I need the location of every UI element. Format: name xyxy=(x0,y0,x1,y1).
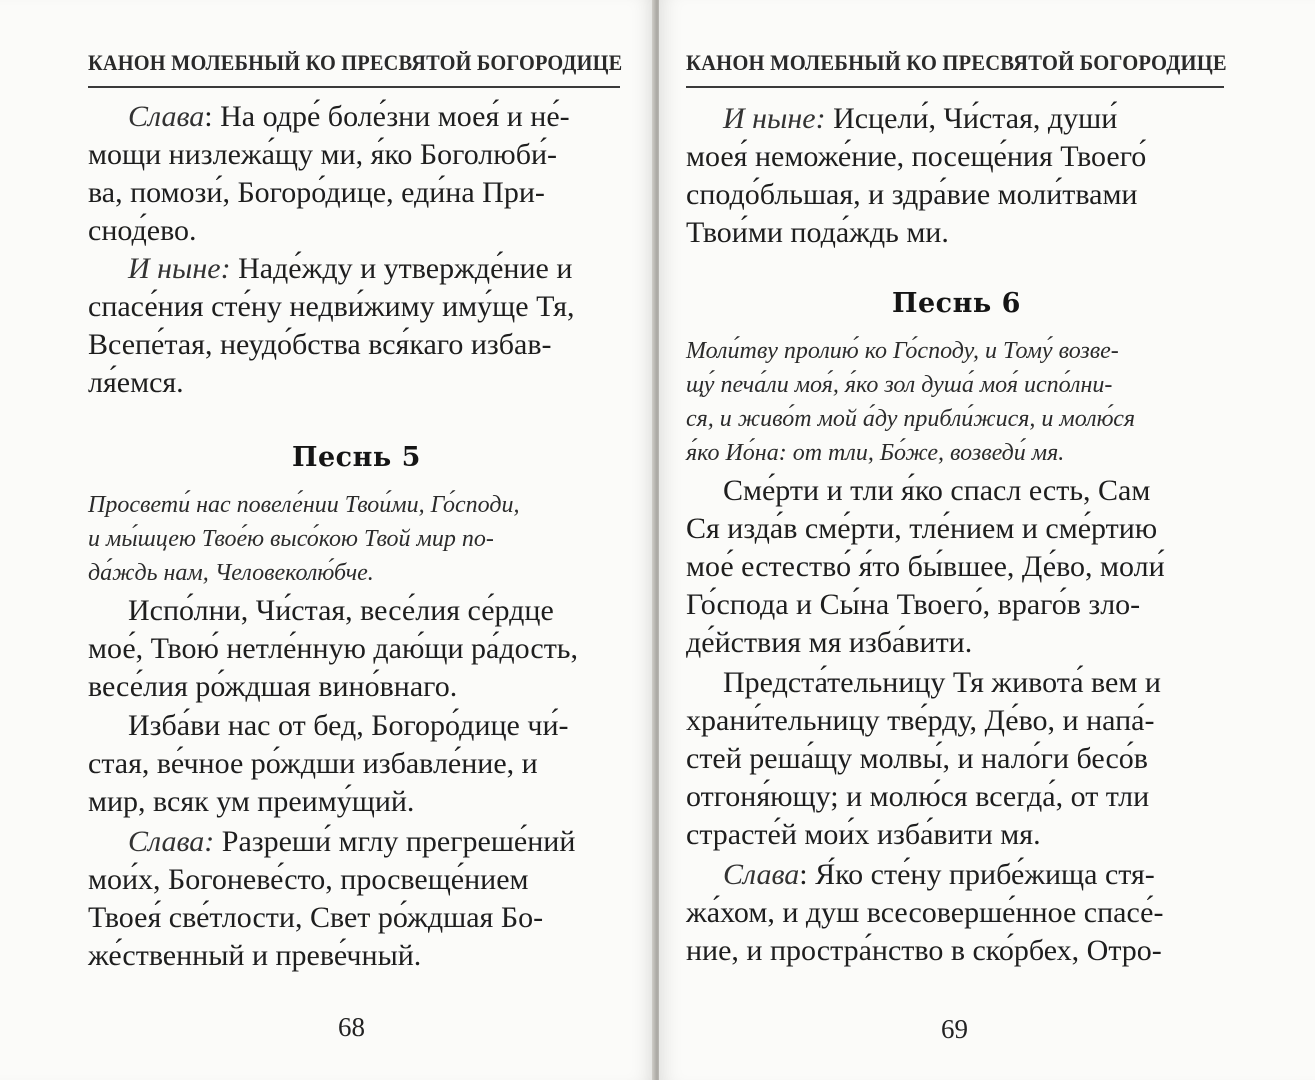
text-line: Изба́ви нас от бед, Богоро́дице чи́- xyxy=(128,709,569,742)
irmos-line: щу́ печа́ли моя́, я́ко зол душа́ моя́ испо́лни- xyxy=(686,372,1113,398)
text-line: мое́ естество́ я́то бы́вшее, Де́во, моли́ xyxy=(686,550,1165,583)
text-line: Всепе́тая, неудо́бства вся́каго избав- xyxy=(88,328,552,361)
page-number: 69 xyxy=(941,1014,968,1044)
text-line: мир, всяк ум преиму́щий. xyxy=(88,785,415,818)
text-line: отгоня́ющу; и молю́ся всегда́, от тли xyxy=(686,780,1150,813)
text-line: Твои́ми пода́ждь ми. xyxy=(686,216,949,249)
text-line: Слава: Я́ко сте́ну прибе́жища стя- xyxy=(723,858,1155,891)
text-line: храни́тельницу тве́рду, Де́во, и напа́- xyxy=(686,704,1155,737)
right-page xyxy=(659,0,1315,1080)
irmos-line: Просвети́ нас повеле́нии Твои́ми, Го́споди, xyxy=(88,492,520,518)
irmos-line: я́ко Ио́на: от тли, Бо́же, возведи́ мя. xyxy=(686,440,1065,466)
text-line: весе́лия ро́ждшая вино́внаго. xyxy=(88,670,458,703)
text-line: Испо́лни, Чи́стая, весе́лия се́рдце xyxy=(128,594,554,627)
running-header: КАНОН МОЛЕБНЫЙ КО ПРЕСВЯТОЙ БОГОРОДИЦЕ xyxy=(686,50,1227,75)
text-line: спасе́ния сте́ну недви́жиму иму́ще Тя, xyxy=(88,290,575,323)
irmos-line: да́ждь нам, Человеколю́бче. xyxy=(88,560,374,586)
header-rule xyxy=(686,86,1224,88)
song-heading: Песнь 6 xyxy=(892,288,1021,319)
text-line: ние, и простра́нство в ско́рбех, Отро- xyxy=(686,934,1162,967)
text-line: же́ственный и преве́чный. xyxy=(88,939,422,972)
song-heading: Песнь 5 xyxy=(292,442,421,473)
text-line: Слава: Разреши́ мглу прегреше́ний xyxy=(128,825,576,858)
text-line: Слава: На одре́ боле́зни моея́ и не́- xyxy=(128,100,570,133)
text-line: Ся изда́в сме́рти, тле́нием и сме́ртию xyxy=(686,512,1158,545)
text-line: моея́ неможе́ние, посеще́ния Твоего́ xyxy=(686,140,1147,173)
text-line: Сме́рти и тли я́ко спасл есть, Сам xyxy=(723,474,1151,507)
irmos-line: и мы́шцею Твое́ю высо́кою Твой мир по- xyxy=(88,526,494,552)
text-line: де́йствия мя изба́вити. xyxy=(686,626,973,659)
text-line: Го́спода и Сы́на Твоего́, враго́в зло- xyxy=(686,588,1141,621)
text-line: страсте́й мои́х изба́вити мя. xyxy=(686,818,1041,851)
text-line: Твоея́ све́тлости, Свет ро́ждшая Бо- xyxy=(88,901,544,934)
text-line: мощи низлежа́щу ми, я́ко Боголюби́- xyxy=(88,138,557,171)
header-rule xyxy=(88,86,620,88)
text-line: мое́, Твою́ нетле́нную даю́щи ра́дость, xyxy=(88,632,578,665)
text-line: Предста́тельницу Тя живота́ вем и xyxy=(723,666,1161,699)
running-header: КАНОН МОЛЕБНЫЙ КО ПРЕСВЯТОЙ БОГОРОДИЦЕ xyxy=(88,50,623,75)
page-number: 68 xyxy=(338,1012,365,1042)
text-line: стей реша́щу молвы́, и нало́ги бесо́в xyxy=(686,742,1148,775)
left-page xyxy=(0,0,655,1080)
text-line: И ныне: Исцели́, Чи́стая, души́ xyxy=(723,102,1118,135)
text-line: ва, помози́, Богоро́дице, еди́на При- xyxy=(88,176,545,209)
text-line: стая, ве́чное ро́ждши избавле́ние, и xyxy=(88,747,538,780)
text-line: сподо́бльшая, и здра́вие моли́твами xyxy=(686,178,1138,211)
irmos-line: ся, и живо́т мой а́ду прибли́жися, и молю́ся xyxy=(686,406,1136,432)
irmos-line: Моли́тву пролию́ ко Го́споду, и Тому́ возве- xyxy=(686,338,1119,364)
text-line: снод́ево. xyxy=(88,214,197,247)
text-line: И ныне: Наде́жду и утвержде́ние и xyxy=(128,252,573,285)
text-line: мои́х, Богоневе́сто, просвеще́нием xyxy=(88,863,529,896)
text-line: жа́хом, и душ всесоверше́нное спасе́- xyxy=(686,896,1164,929)
text-line: ля́емся. xyxy=(88,366,184,399)
